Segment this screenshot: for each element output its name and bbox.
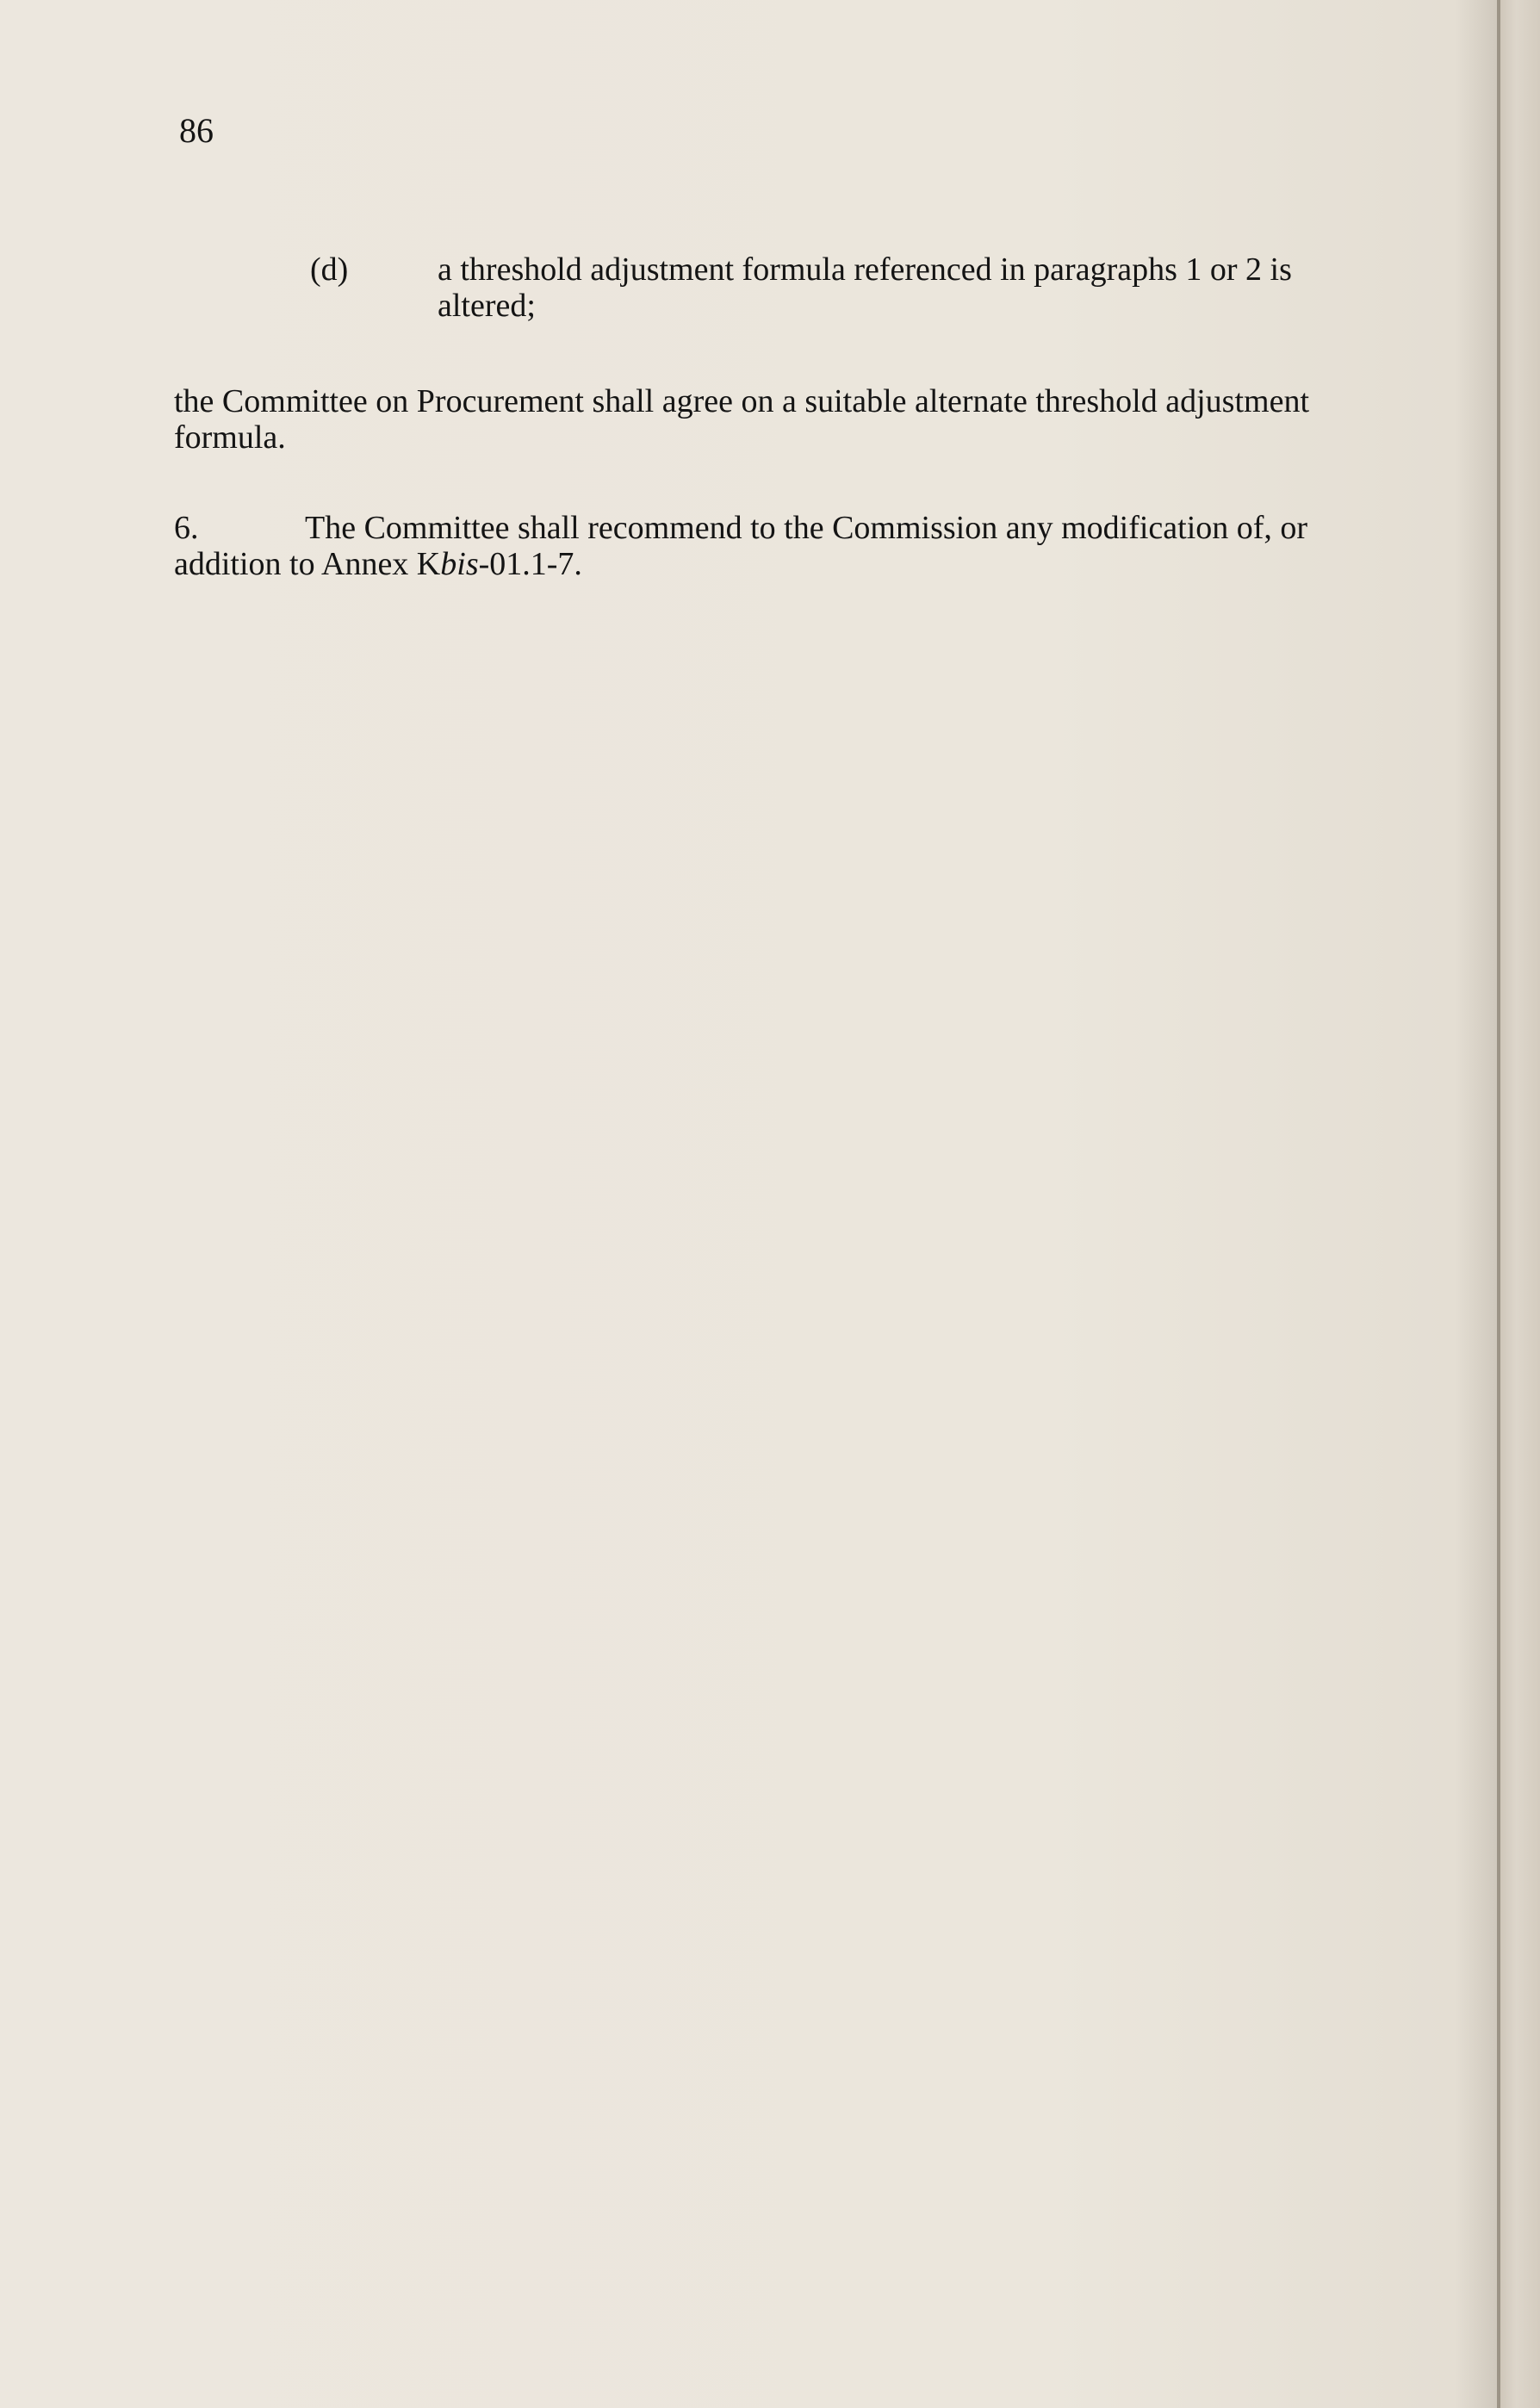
paragraph-6-text-after: -01.1-7. (478, 546, 582, 582)
page-number: 86 (179, 111, 214, 150)
item-d-text: a threshold adjustment formula referenced in paragraphs 1 or 2 is altered; (438, 251, 1292, 324)
paragraph-6 (174, 510, 1380, 582)
item-d-label: (d) (310, 251, 349, 288)
committee-paragraph: the Committee on Procurement shall agree on a suitable alternate threshold adjustment formula. (174, 383, 1309, 456)
paragraph-6-text-italic: bis (440, 546, 479, 582)
paragraph-6-number: 6. (174, 510, 199, 546)
page-edge-shadow (1456, 0, 1497, 2408)
adjacent-page-edge (1500, 0, 1540, 2408)
paragraph-6-text-before: The Committee shall recommend to the Commission any modification of, or addition to Annex K (174, 510, 1308, 582)
